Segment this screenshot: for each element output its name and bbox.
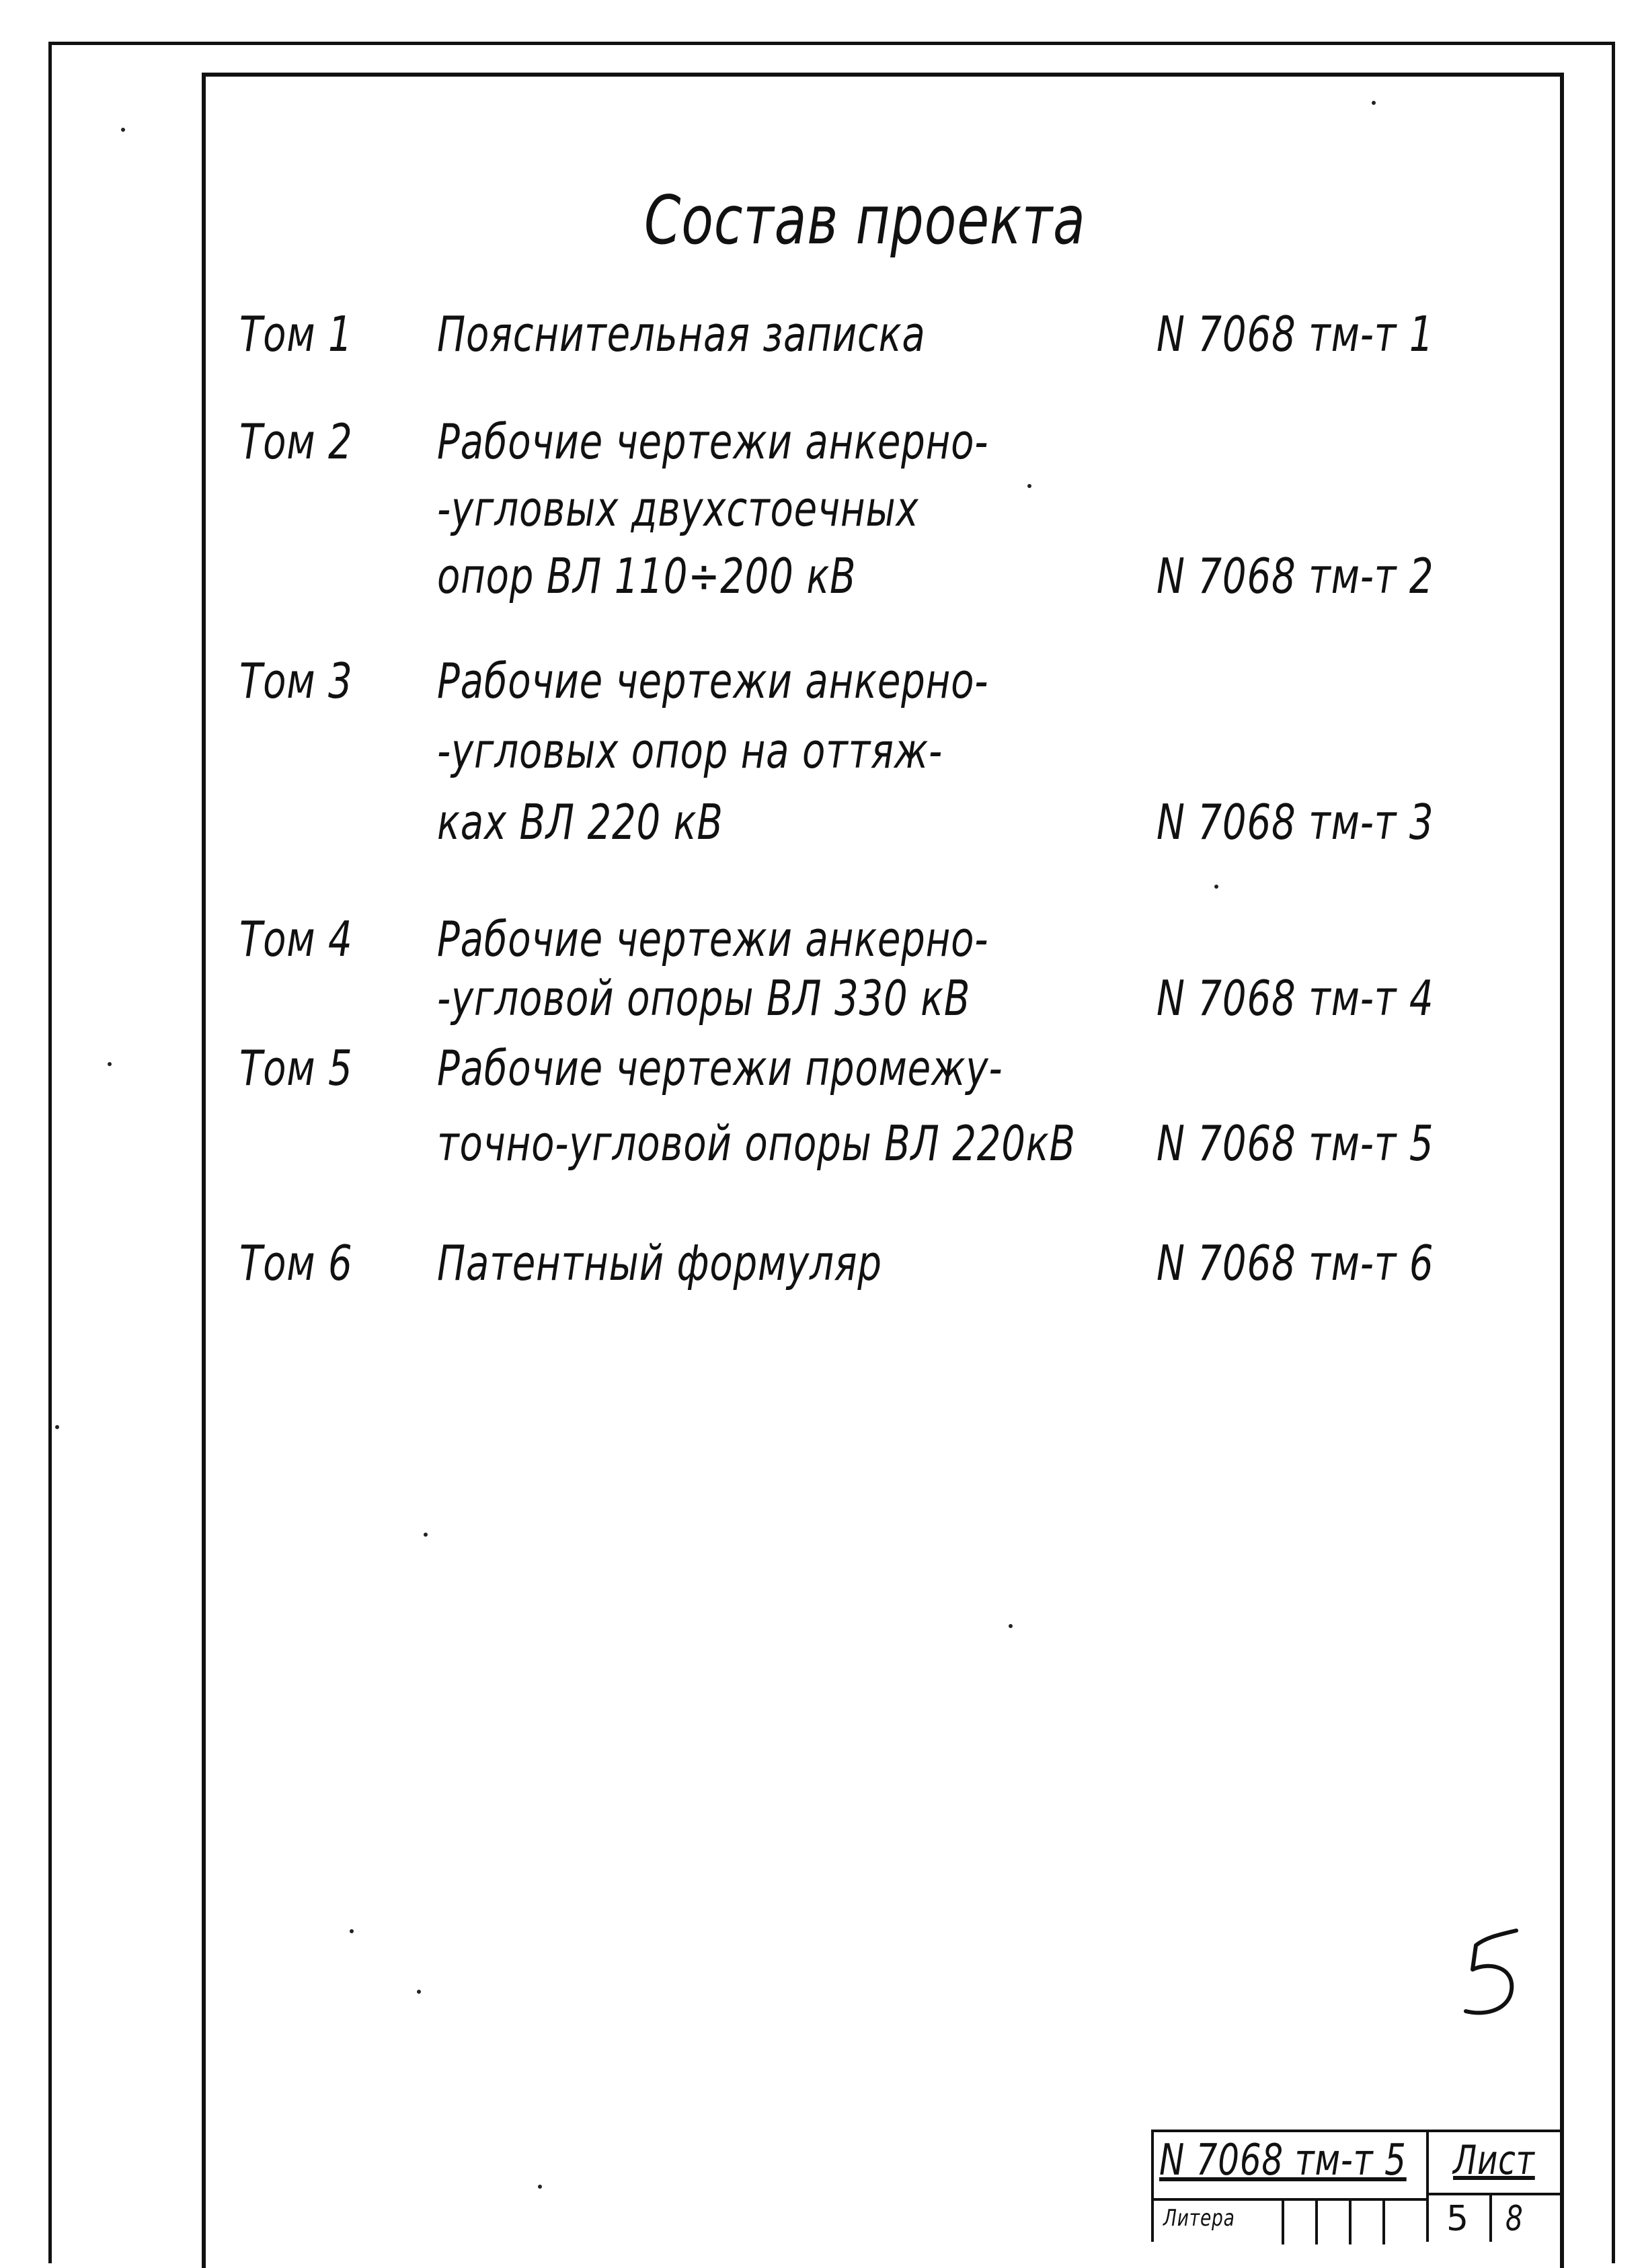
scan-speck: [1027, 484, 1031, 488]
scan-speck: [1214, 885, 1218, 889]
volume-6-label: Том 6: [239, 1235, 353, 1291]
scan-speck: [1372, 101, 1376, 105]
document-title: Состав проекта: [644, 181, 1086, 259]
volume-3-description-line-3: ках ВЛ 220 кВ: [437, 794, 723, 850]
title-block-stamp: [1151, 2130, 1560, 2242]
volume-1-description-line-1: Пояснительная записка: [437, 306, 926, 362]
scan-speck: [538, 2185, 542, 2189]
stamp-litera-label: Литера: [1163, 2205, 1235, 2232]
volume-1-label: Том 1: [239, 306, 353, 362]
stamp-document-code: N 7068 тм-т 5: [1159, 2136, 1407, 2185]
stamp-code-cell: [1151, 2132, 1429, 2242]
stamp-litera-divider: [1282, 2201, 1284, 2244]
stamp-sheet-label: Лист: [1453, 2137, 1535, 2184]
stamp-litera-divider: [1382, 2201, 1385, 2244]
volume-1-code: N 7068 тм-т 1: [1157, 306, 1434, 362]
scan-speck: [108, 1062, 112, 1066]
volume-6-description-line-1: Патентный формуляр: [437, 1235, 882, 1291]
volume-2-description-line-1: Рабочие чертежи анкерно-: [437, 413, 989, 470]
volume-5-label: Том 5: [239, 1040, 353, 1096]
scan-speck: [1009, 1624, 1013, 1628]
volume-5-description-line-2: точно-угловой опоры ВЛ 220кВ: [437, 1115, 1076, 1172]
volume-4-code: N 7068 тм-т 4: [1157, 970, 1434, 1026]
stamp-litera-divider: [1315, 2201, 1318, 2244]
volume-3-code: N 7068 тм-т 3: [1157, 794, 1434, 850]
volume-3-label: Том 3: [239, 653, 353, 709]
scan-speck: [121, 128, 125, 132]
handwritten-five-glyph: [1452, 1922, 1533, 2023]
volume-2-description-line-2: -угловых двухстоечных: [437, 481, 919, 537]
volume-2-code: N 7068 тм-т 2: [1157, 548, 1434, 604]
stamp-sheet-total: 8: [1505, 2199, 1524, 2239]
volume-4-description-line-2: -угловой опоры ВЛ 330 кВ: [437, 970, 971, 1026]
handwritten-page-number: [1452, 1922, 1533, 2023]
volume-4-label: Том 4: [239, 911, 353, 967]
scan-speck: [424, 1533, 428, 1537]
stamp-litera-row: [1154, 2198, 1426, 2244]
volume-4-description-line-1: Рабочие чертежи анкерно-: [437, 911, 989, 967]
stamp-sheet-number: 5: [1446, 2199, 1469, 2239]
volume-3-description-line-2: -угловых опор на оттяж-: [437, 723, 943, 779]
volume-6-code: N 7068 тм-т 6: [1157, 1235, 1434, 1291]
volume-5-code: N 7068 тм-т 5: [1157, 1115, 1434, 1172]
stamp-sheet-number-cell: [1426, 2195, 1560, 2242]
volume-3-description-line-1: Рабочие чертежи анкерно-: [437, 653, 989, 709]
scan-speck: [417, 1990, 421, 1994]
stamp-sheet-header-cell: [1426, 2132, 1560, 2195]
volume-5-description-line-1: Рабочие чертежи промежу-: [437, 1040, 1003, 1096]
stamp-sheet-divider: [1489, 2195, 1492, 2242]
scan-speck: [55, 1425, 59, 1429]
volume-2-description-line-3: опор ВЛ 110÷200 кВ: [437, 548, 857, 604]
volume-2-label: Том 2: [239, 413, 353, 470]
scan-speck: [350, 1929, 354, 1933]
stamp-litera-divider: [1349, 2201, 1352, 2244]
